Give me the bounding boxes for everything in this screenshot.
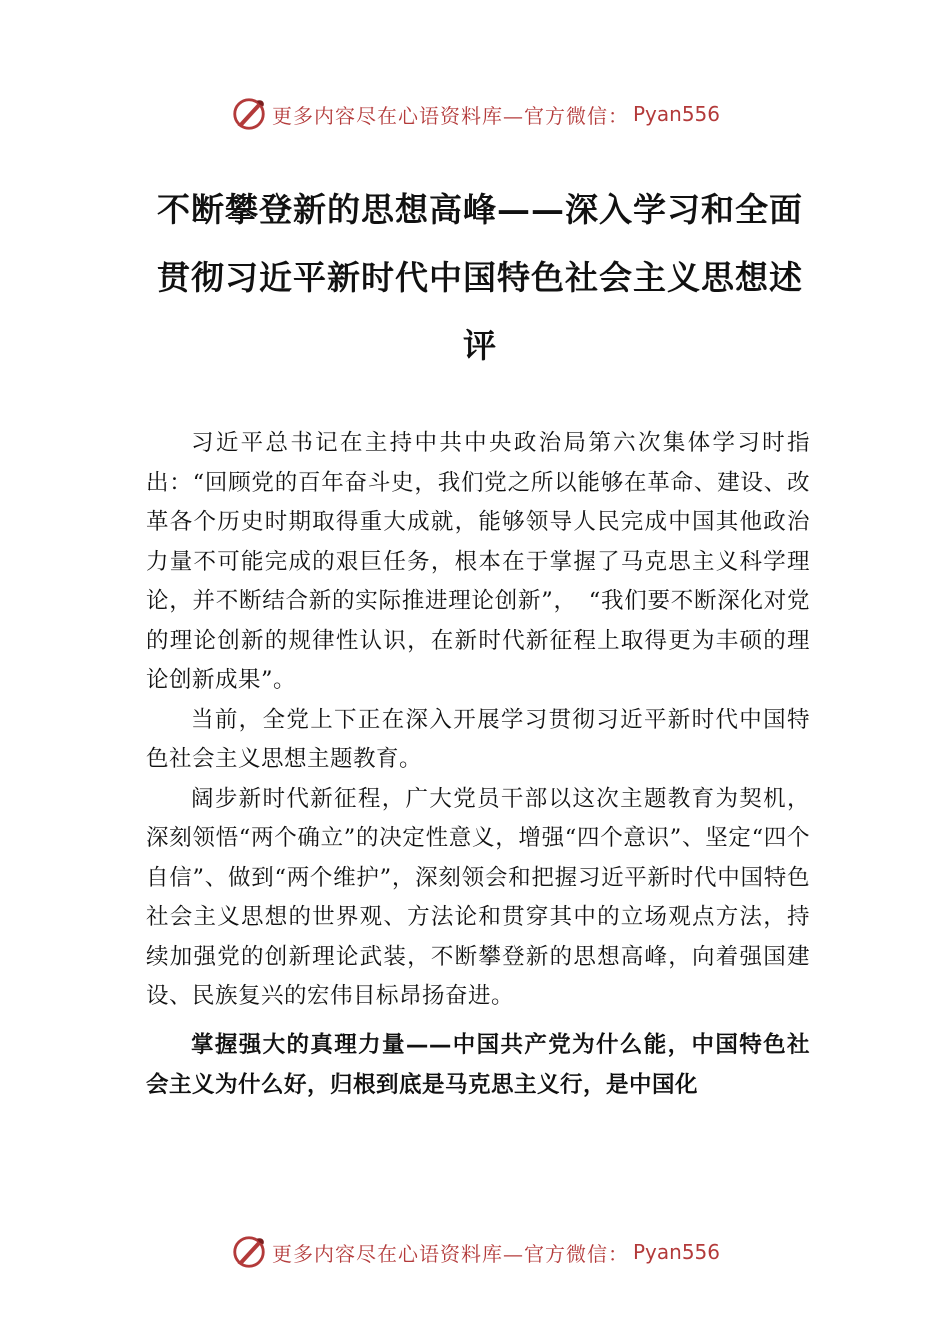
watermark-text: 更多内容尽在心语资料库—官方微信： <box>271 103 629 128</box>
body-paragraph: 阔步新时代新征程，广大党员干部以这次主题教育为契机，深刻领悟“两个确立”的决定性意义，增强“四个意识”、坚定“四个自信”、做到“两个维护”，深刻领会和把握习近平新时代中国特色社会主义思想的世界观、方法论和贯穿其中的立场观点方法，持续加强党的创新理论武装，不断攀登新的思想高峰，向着强国建设、民族复兴的宏伟目标昂扬奋进。 <box>146 785 810 1009</box>
quill-seal-icon <box>230 1233 268 1271</box>
section-heading: 掌握强大的真理力量——中国共产党为什么能，中国特色社会主义为什么好，归根到底是马克思主义行，是中国化 <box>146 1031 810 1098</box>
watermark-text: 更多内容尽在心语资料库—官方微信： <box>271 1241 629 1266</box>
quill-seal-icon <box>230 95 268 133</box>
body-paragraph: 当前，全党上下正在深入开展学习贯彻习近平新时代中国特色社会主义思想主题教育。 <box>146 706 810 772</box>
watermark-banner-top <box>0 92 950 136</box>
document-title: 不断攀登新的思想高峰——深入学习和全面贯彻习近平新时代中国特色社会主义思想述评 <box>157 190 803 365</box>
watermark-banner-bottom <box>0 1230 950 1274</box>
watermark-handle: Pyan556 <box>632 102 720 126</box>
body-paragraph: 习近平总书记在主持中共中央政治局第六次集体学习时指出：“回顾党的百年奋斗史，我们党之所以能够在革命、建设、改革各个历史时期取得重大成就，能够领导人民完成中国其他政治力量不可能完成的艰巨任务，根本在于掌握了马克思主义科学理论，并不断结合新的实际推进理论创新”， “我们要不断深化对党的理论创新的规律性认识，在新时代新征程上取得更为丰硕的理论创新成果”。 <box>146 430 810 693</box>
document-body <box>146 424 810 1105</box>
watermark-handle: Pyan556 <box>632 1240 720 1264</box>
